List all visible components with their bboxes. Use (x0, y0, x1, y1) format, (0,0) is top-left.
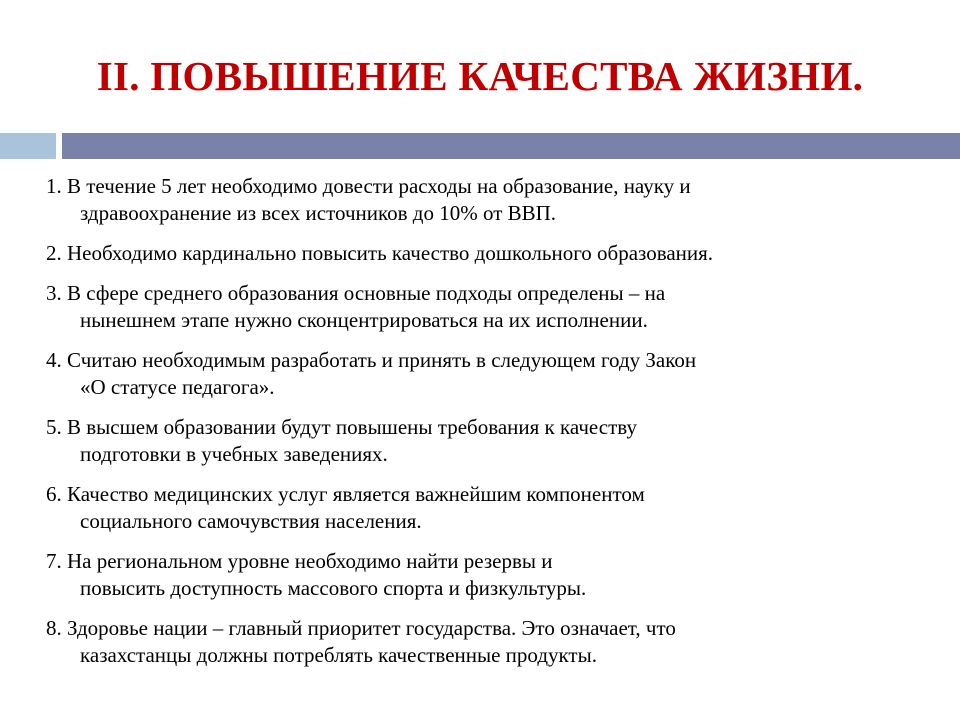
list-item: 7. На региональном уровне необходимо найти резервы и повысить доступность массового спорта и физкультуры. (46, 549, 587, 600)
header-bar-left-accent (0, 133, 56, 159)
list-item: 8. Здоровье нации – главный приоритет государства. Это означает, что казахстанцы должны потреблять качественные продукты. (46, 616, 676, 667)
list-item: 3. В сфере среднего образования основные подходы определены – на нынешнем этапе нужно сконцентрироваться на их исполнении. (46, 281, 666, 332)
list-item: 6. Качество медицинских услуг является важнейшим компонентом социального самочувствия населения. (46, 482, 645, 533)
content-list (46, 173, 926, 682)
slide-title: II. ПОВЫШЕНИЕ КАЧЕСТВА ЖИЗНИ. (96, 53, 864, 99)
header-bar-right-accent (62, 133, 960, 159)
list-item: 2. Необходимо кардинально повысить качество дошкольного образования. (46, 241, 714, 265)
list-item: 1. В течение 5 лет необходимо довести расходы на образование, науку и здравоохранение из всех источников до 10% от ВВП. (46, 174, 691, 225)
list-item: 4. Считаю необходимым разработать и принять в следующем году Закон «О статусе педагога». (46, 348, 697, 399)
list-item: 5. В высшем образовании будут повышены требования к качеству подготовки в учебных заведениях. (46, 415, 637, 466)
